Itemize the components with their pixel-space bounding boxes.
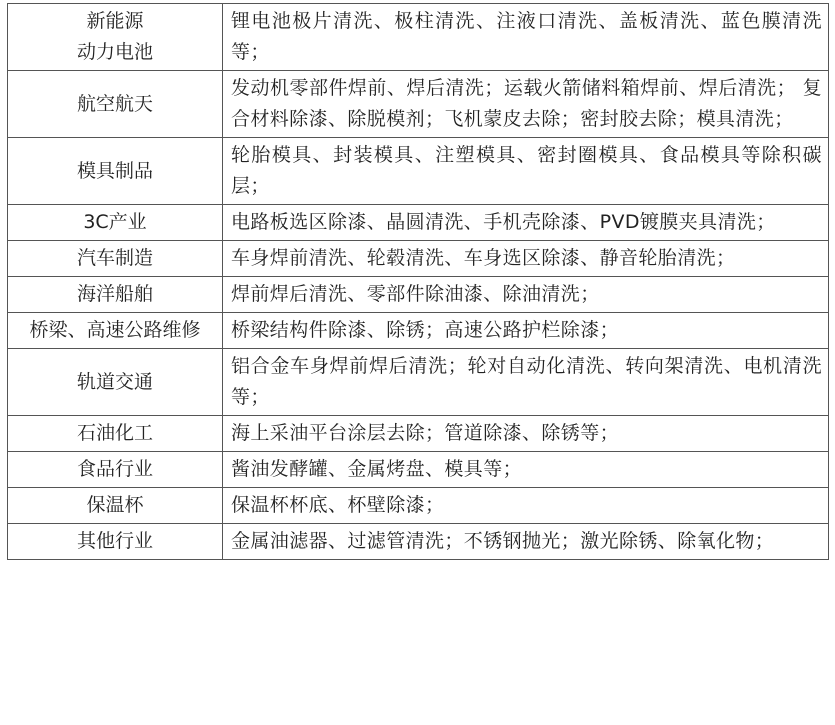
description-cell: 酱油发酵罐、金属烤盘、模具等；: [223, 452, 829, 488]
category-cell: 3C产业: [8, 205, 223, 241]
description-cell: 海上采油平台涂层去除；管道除漆、除锈等；: [223, 416, 829, 452]
category-cell: 模具制品: [8, 138, 223, 205]
table-row: [8, 452, 829, 488]
table-row: [8, 241, 829, 277]
application-table: [7, 3, 829, 560]
table-row: [8, 205, 829, 241]
description-cell: 发动机零部件焊前、焊后清洗；运载火箭储料箱焊前、焊后清洗； 复合材料除漆、除脱模剂；飞机蒙皮去除；密封胶去除；模具清洗；: [223, 71, 829, 138]
description-cell: 金属油滤器、过滤管清洗；不锈钢抛光；激光除锈、除氧化物；: [223, 524, 829, 560]
description-cell: 车身焊前清洗、轮毂清洗、车身选区除漆、静音轮胎清洗；: [223, 241, 829, 277]
description-cell: 轮胎模具、封装模具、注塑模具、密封圈模具、食品模具等除积碳层；: [223, 138, 829, 205]
description-cell: 焊前焊后清洗、零部件除油漆、除油清洗；: [223, 277, 829, 313]
category-cell: 航空航天: [8, 71, 223, 138]
table-row: [8, 349, 829, 416]
table-row: [8, 71, 829, 138]
category-cell: 石油化工: [8, 416, 223, 452]
description-cell: 锂电池极片清洗、极柱清洗、注液口清洗、盖板清洗、蓝色膜清洗等；: [223, 4, 829, 71]
table-row: [8, 416, 829, 452]
category-cell: 轨道交通: [8, 349, 223, 416]
category-cell: 食品行业: [8, 452, 223, 488]
category-cell: 汽车制造: [8, 241, 223, 277]
table-row: [8, 488, 829, 524]
description-cell: 电路板选区除漆、晶圆清洗、手机壳除漆、PVD镀膜夹具清洗；: [223, 205, 829, 241]
description-cell: 桥梁结构件除漆、除锈；高速公路护栏除漆；: [223, 313, 829, 349]
table-row: [8, 138, 829, 205]
table-row: [8, 313, 829, 349]
description-cell: 保温杯杯底、杯壁除漆；: [223, 488, 829, 524]
table-row: [8, 277, 829, 313]
category-cell: 保温杯: [8, 488, 223, 524]
description-cell: 铝合金车身焊前焊后清洗；轮对自动化清洗、转向架清洗、电机清洗等；: [223, 349, 829, 416]
category-cell: 其他行业: [8, 524, 223, 560]
table-row: [8, 4, 829, 71]
table-row: [8, 524, 829, 560]
category-cell: 海洋船舶: [8, 277, 223, 313]
category-cell: 新能源 动力电池: [8, 4, 223, 71]
category-cell: 桥梁、高速公路维修: [8, 313, 223, 349]
